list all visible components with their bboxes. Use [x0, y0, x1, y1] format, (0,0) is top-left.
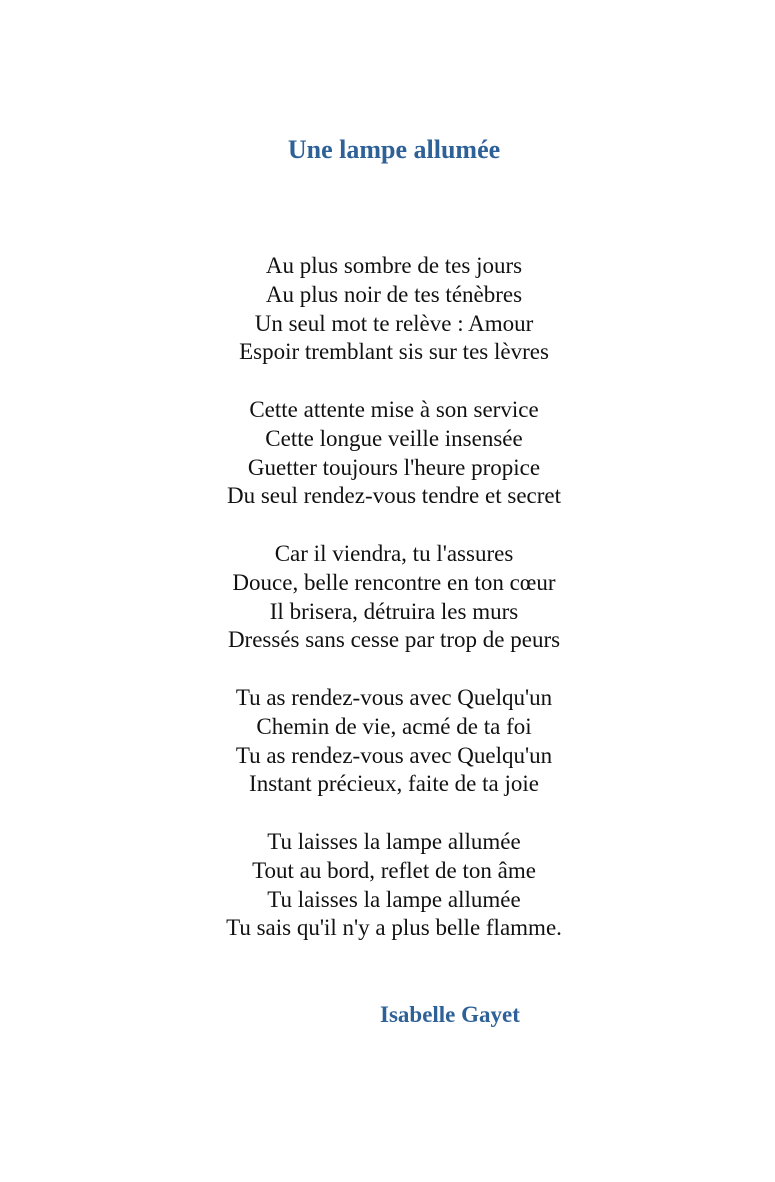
poem-title: Une lampe allumée: [287, 135, 501, 164]
poem-line: Car il viendra, tu l'assures: [274, 540, 514, 566]
stanza: [0, 252, 775, 367]
poem-line: Guetter toujours l'heure propice: [247, 454, 541, 480]
poem-line: Chemin de vie, acmé de ta foi: [256, 713, 532, 739]
stanza: [0, 540, 775, 655]
poem-line: Il brisera, détruira les murs: [269, 598, 519, 624]
poem-line: Tu as rendez-vous avec Quelqu'un: [235, 742, 553, 768]
poem-line: Tu sais qu'il n'y a plus belle flamme.: [226, 915, 562, 941]
poem-line: Un seul mot te relève : Amour: [254, 310, 534, 336]
poem-line: Espoir tremblant sis sur tes lèvres: [239, 339, 549, 365]
poem-line: Tout au bord, reflet de ton âme: [252, 857, 536, 883]
poem-line: Au plus sombre de tes jours: [265, 253, 523, 278]
poem-line: Dressés sans cesse par trop de peurs: [227, 627, 561, 653]
poem-line: Instant précieux, faite de ta joie: [249, 771, 539, 797]
stanza: [0, 396, 775, 511]
poem-line: Au plus noir de tes ténèbres: [265, 281, 523, 307]
poem-author: Isabelle Gayet: [380, 1002, 520, 1027]
poem-line: Tu laisses la lampe allumée: [267, 886, 521, 912]
poem-line: Tu as rendez-vous avec Quelqu'un: [235, 684, 553, 710]
poem-line: Douce, belle rencontre en ton cœur: [232, 569, 556, 595]
poem-line: Du seul rendez-vous tendre et secret: [227, 483, 561, 509]
poem-body: [0, 252, 775, 972]
poem-line: Cette longue veille insensée: [265, 425, 523, 451]
poem-line: Cette attente mise à son service: [249, 396, 539, 422]
poem-line: Tu laisses la lampe allumée: [267, 828, 521, 854]
stanza: [0, 828, 775, 943]
stanza: [0, 684, 775, 799]
